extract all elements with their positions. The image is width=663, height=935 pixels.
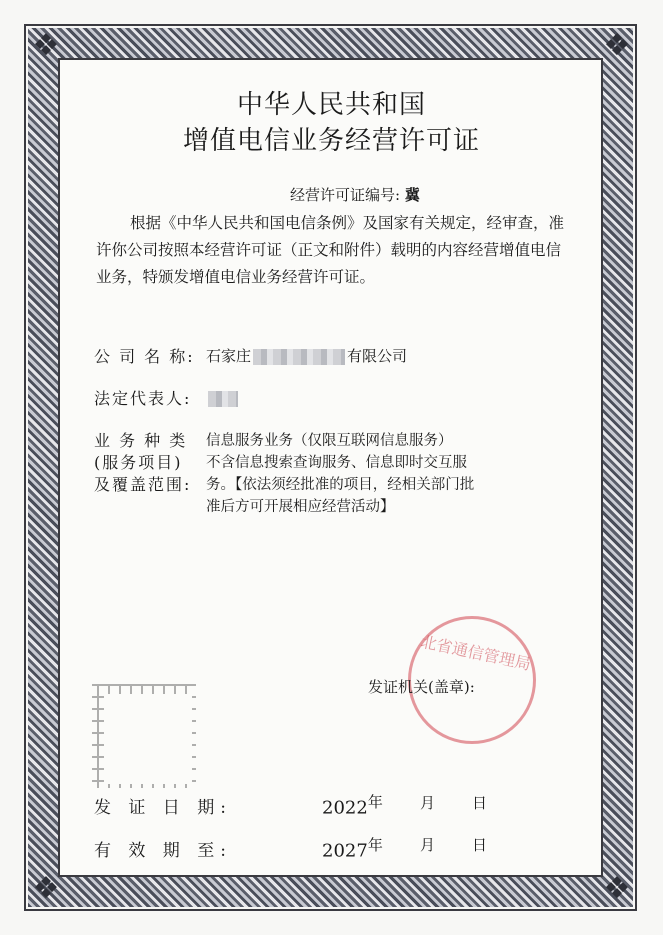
day-char: 日 (472, 794, 488, 812)
corner-ornament-icon: ❖ (603, 871, 631, 906)
license-number-label: 经营许可证编号: (290, 186, 401, 204)
title-certificate: 增值电信业务经营许可证 (182, 126, 480, 156)
business-label-line: 业 务 种 类 (94, 431, 188, 450)
valid-until-label: 有 效 期 至: (94, 841, 232, 861)
business-scope-line: 信息服务业务（仅限互联网信息服务） (206, 433, 453, 449)
qr-redaction (104, 694, 192, 784)
redacted-block (253, 349, 345, 365)
issue-date-label: 发 证 日 期: (94, 798, 232, 818)
valid-year: 2027 (322, 840, 368, 862)
day-char: 日 (472, 836, 488, 854)
license-number-value: 冀 (404, 186, 420, 204)
corner-ornament-icon: ❖ (32, 871, 60, 906)
issue-year: 2022 (322, 797, 368, 819)
valid-until-value (322, 834, 383, 861)
company-name-label: 公 司 名 称: (94, 347, 195, 366)
issuer-label: 发证机关(盖章): (368, 678, 475, 696)
company-name-suffix: 有限公司 (347, 347, 408, 365)
month-char: 月 (420, 836, 436, 854)
redacted-block (208, 391, 238, 407)
preamble-text: 根据《中华人民共和国电信条例》及国家有关规定，经审查，准许你公司按照本经营许可证（正文和附件）载明的内容经营增值电信业务，特颁发增值电信业务经营许可证。 (96, 214, 565, 286)
issue-date-value (322, 791, 383, 818)
year-char: 年 (367, 793, 383, 811)
company-name-prefix: 石家庄 (206, 347, 252, 365)
legal-rep-label: 法定代表人: (94, 389, 192, 408)
year-char: 年 (367, 836, 383, 854)
business-scope-line: 不含信息搜索查询服务、信息即时交互服 (206, 455, 467, 471)
company-name-value (206, 345, 407, 366)
business-label-line: (服务项目) (94, 453, 183, 472)
month-char: 月 (420, 794, 436, 812)
legal-rep-value (206, 388, 240, 407)
business-label (94, 430, 191, 496)
business-scope (206, 430, 586, 518)
business-label-line: 及覆盖范围: (94, 475, 192, 494)
license-number (290, 184, 420, 205)
business-scope-line: 准后方可开展相应经营活动】 (206, 499, 395, 515)
corner-ornament-icon: ❖ (32, 28, 60, 63)
business-scope-line: 务。【依法须经批准的项目，经相关部门批 (206, 477, 475, 493)
title-country: 中华人民共和国 (236, 90, 426, 120)
corner-ornament-icon: ❖ (603, 28, 631, 63)
seal-text: 北省通信管理局 (418, 631, 533, 674)
preamble-paragraph (96, 210, 576, 291)
